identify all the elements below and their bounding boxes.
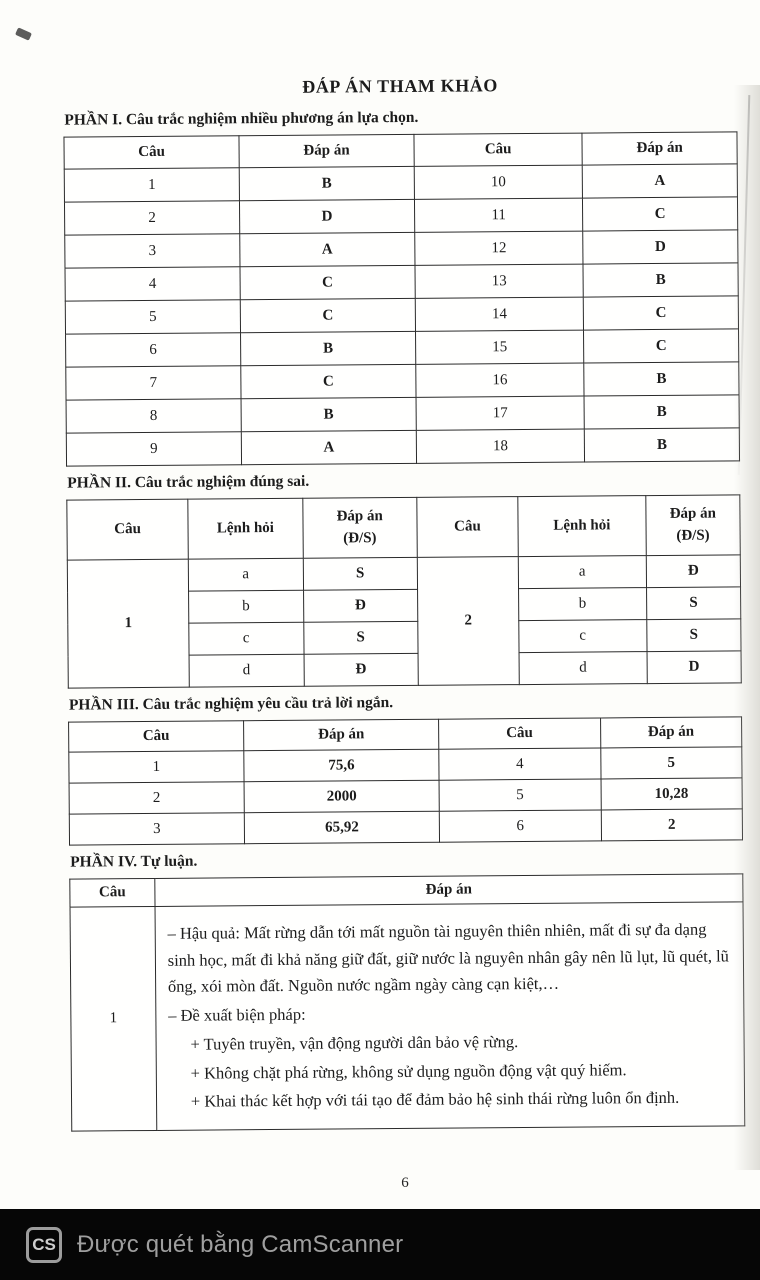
table-cell: B bbox=[584, 362, 739, 396]
table-cell: b bbox=[189, 590, 304, 623]
table-cell: b bbox=[518, 588, 646, 621]
table-cell: c bbox=[519, 620, 647, 653]
table-cell: d bbox=[189, 654, 304, 687]
essay-answer-cell bbox=[155, 902, 745, 1131]
column-header-dapan-ds bbox=[302, 497, 417, 558]
table-cell: a bbox=[188, 558, 303, 591]
column-header-dapan-ds bbox=[646, 495, 741, 556]
table-cell: 2 bbox=[69, 782, 244, 814]
table-cell: D bbox=[239, 199, 414, 233]
table-cell: Đ bbox=[646, 555, 741, 588]
table-cell: 6 bbox=[66, 333, 241, 367]
part2-table bbox=[66, 494, 741, 688]
column-header-dapan: Đáp án bbox=[239, 134, 414, 167]
table-cell: 15 bbox=[415, 330, 584, 364]
column-header-line1: Đáp án bbox=[336, 507, 383, 525]
table-row bbox=[66, 329, 739, 367]
column-header-cau: Câu bbox=[64, 136, 239, 169]
table-cell: 6 bbox=[439, 810, 601, 842]
table-cell: 12 bbox=[415, 231, 584, 265]
table-cell: 5 bbox=[600, 747, 742, 779]
table-cell: 11 bbox=[414, 198, 583, 232]
part1-table bbox=[63, 131, 740, 466]
table-row bbox=[64, 197, 737, 235]
table-cell: S bbox=[647, 619, 742, 652]
column-header-cau: Câu bbox=[439, 718, 601, 749]
column-header-line1: Đáp án bbox=[669, 505, 717, 522]
table-cell: C bbox=[583, 197, 738, 231]
part1-heading: PHẦN I. Câu trắc nghiệm nhiều phương án lựa chọn. bbox=[64, 108, 419, 129]
column-header-line2: (Đ/S) bbox=[343, 529, 377, 546]
table-cell: 65,92 bbox=[244, 811, 439, 844]
column-header-line2: (Đ/S) bbox=[676, 527, 710, 544]
table-row bbox=[66, 428, 739, 466]
column-header-dapan: Đáp án bbox=[600, 717, 742, 748]
table-cell: 17 bbox=[416, 396, 585, 430]
part4-heading: PHẦN IV. Tự luận. bbox=[70, 852, 198, 871]
column-header-cau: Câu bbox=[70, 878, 155, 907]
table-cell: 5 bbox=[439, 779, 601, 811]
table-cell: S bbox=[303, 621, 418, 654]
question-number-cell: 1 bbox=[67, 559, 189, 688]
table-cell: B bbox=[583, 263, 738, 297]
answer-line: – Hậu quả: Mất rừng dẫn tới mất nguồn tài nguyên thiên nhiên, mất đi sự đa dạng sinh học, mất đi khả năng giữ đất, giữ nước là nguyên nhân gây nên lũ lụt, lũ quét, lũ ống, xói mòn đất. Nguồn nước ngầm ngày càng cạn kiệt,… bbox=[167, 919, 729, 997]
table-cell: a bbox=[518, 556, 646, 589]
table-cell: C bbox=[241, 364, 416, 398]
table-row bbox=[66, 395, 739, 433]
table-cell: 13 bbox=[415, 264, 584, 298]
camscanner-logo-icon: CS bbox=[26, 1227, 62, 1263]
table-cell: C bbox=[583, 296, 738, 330]
table-row bbox=[70, 902, 745, 1131]
column-header-lenhhoi: Lệnh hỏi bbox=[518, 496, 646, 557]
table-cell: 9 bbox=[66, 432, 241, 466]
column-header-cau: Câu bbox=[67, 499, 189, 560]
scan-artifact-corner bbox=[15, 27, 32, 40]
table-cell: D bbox=[583, 230, 738, 264]
table-cell: 5 bbox=[65, 300, 240, 334]
table-cell: 14 bbox=[415, 297, 584, 331]
part2-heading: PHẦN II. Câu trắc nghiệm đúng sai. bbox=[67, 472, 310, 492]
table-cell: Đ bbox=[303, 589, 418, 622]
column-header-lenhhoi: Lệnh hỏi bbox=[188, 498, 303, 559]
part3-table bbox=[68, 716, 743, 845]
table-cell: B bbox=[240, 331, 415, 365]
table-row bbox=[66, 362, 739, 400]
table-cell: 4 bbox=[439, 748, 601, 780]
table-cell: 7 bbox=[66, 366, 241, 400]
table-cell: c bbox=[189, 622, 304, 655]
answer-line: + Khai thác kết hợp với tái tạo để đảm bảo hệ sinh thái rừng luôn ổn định. bbox=[190, 1088, 680, 1111]
question-number-cell: 2 bbox=[417, 557, 519, 686]
table-row bbox=[69, 809, 742, 845]
table-cell: D bbox=[647, 651, 742, 684]
table-cell: d bbox=[519, 652, 647, 685]
table-row bbox=[65, 230, 738, 268]
table-header-row bbox=[64, 132, 737, 169]
table-row bbox=[67, 555, 740, 592]
table-cell: 1 bbox=[69, 751, 244, 783]
table-cell: S bbox=[303, 557, 418, 590]
table-row bbox=[64, 164, 737, 202]
part4-table bbox=[69, 873, 745, 1131]
answer-line: + Không chặt phá rừng, không sử dụng nguồn động vật quý hiếm. bbox=[190, 1059, 627, 1083]
table-cell: Đ bbox=[304, 653, 419, 686]
table-cell: B bbox=[584, 428, 739, 462]
table-header-row bbox=[67, 495, 740, 560]
document-content bbox=[63, 73, 745, 1131]
column-header-cau: Câu bbox=[69, 721, 244, 752]
table-cell: 1 bbox=[64, 168, 239, 202]
table-cell: 4 bbox=[65, 267, 240, 301]
table-cell: A bbox=[582, 164, 737, 198]
column-header-cau: Câu bbox=[414, 133, 582, 166]
answer-line: + Tuyên truyền, vận động người dân bảo vệ rừng. bbox=[190, 1031, 519, 1054]
table-cell: 3 bbox=[69, 813, 244, 845]
table-cell: C bbox=[240, 265, 415, 299]
table-cell: 18 bbox=[416, 429, 585, 463]
column-header-cau: Câu bbox=[417, 497, 518, 558]
camscanner-footer bbox=[0, 1209, 760, 1280]
column-header-dapan: Đáp án bbox=[582, 132, 737, 165]
page-title: ĐÁP ÁN THAM KHẢO bbox=[302, 75, 499, 97]
table-cell: C bbox=[240, 298, 415, 332]
table-cell: B bbox=[239, 166, 414, 200]
table-cell: S bbox=[646, 587, 741, 620]
table-cell: 2000 bbox=[244, 780, 439, 813]
camscanner-text: Được quét bằng CamScanner bbox=[77, 1230, 404, 1258]
part3-heading: PHẦN III. Câu trắc nghiệm yêu cầu trả lời ngắn. bbox=[68, 694, 394, 714]
table-cell: B bbox=[584, 395, 739, 429]
table-cell: 10 bbox=[414, 165, 583, 199]
answer-line: – Đề xuất biện pháp: bbox=[168, 1004, 306, 1026]
table-cell: 10,28 bbox=[601, 778, 743, 810]
column-header-dapan: Đáp án bbox=[244, 719, 439, 751]
table-cell: A bbox=[240, 232, 415, 266]
table-cell: A bbox=[241, 430, 416, 464]
table-cell: 16 bbox=[416, 363, 585, 397]
table-cell: 2 bbox=[64, 201, 239, 235]
question-number-cell: 1 bbox=[70, 906, 157, 1131]
column-header-dapan: Đáp án bbox=[155, 874, 743, 907]
table-cell: 8 bbox=[66, 399, 241, 433]
page-number: 6 bbox=[401, 1175, 409, 1191]
table-row bbox=[65, 263, 738, 301]
table-cell: B bbox=[241, 397, 416, 431]
table-cell: 75,6 bbox=[244, 749, 439, 782]
table-row bbox=[65, 296, 738, 334]
table-cell: 2 bbox=[601, 809, 743, 841]
table-cell: 3 bbox=[65, 234, 240, 268]
table-cell: C bbox=[584, 329, 739, 363]
